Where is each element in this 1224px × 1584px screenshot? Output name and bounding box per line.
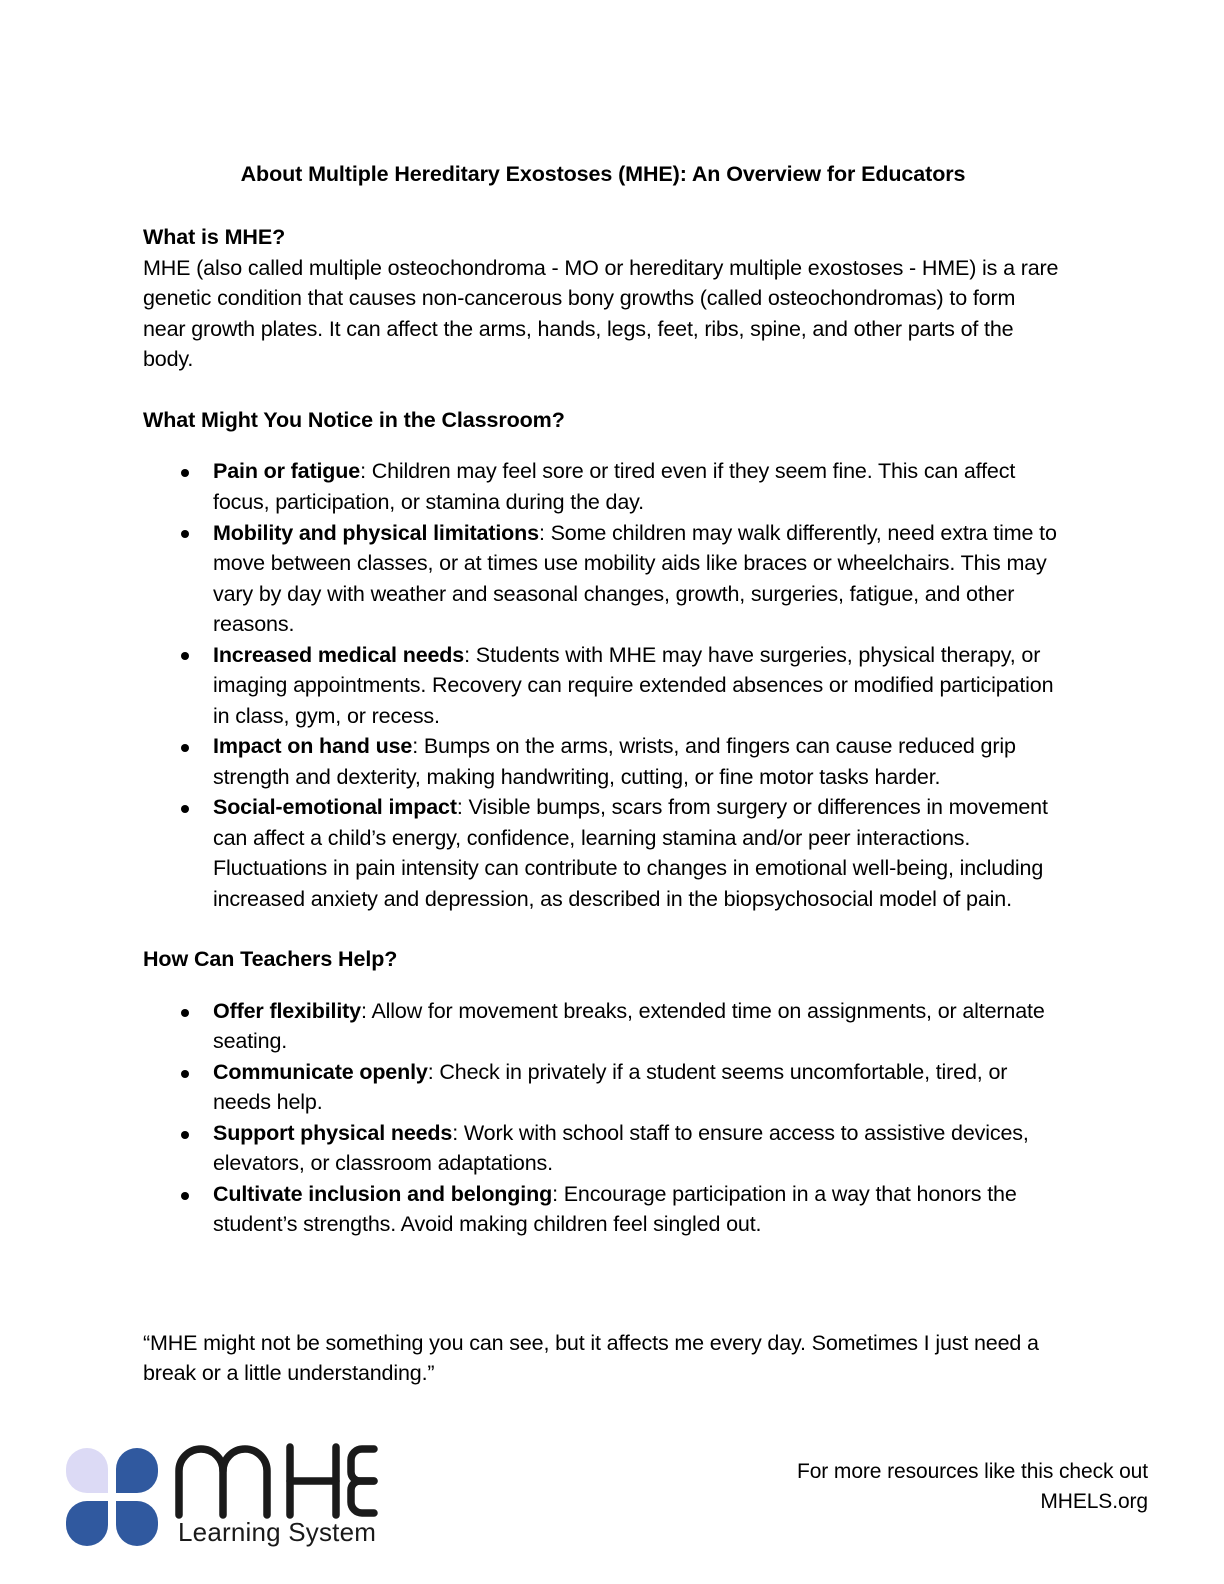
section-heading-classroom: What Might You Notice in the Classroom?: [143, 407, 565, 432]
pull-quote: “MHE might not be something you can see, but it affects me every day. Sometimes I just need a break or a little understanding.”: [143, 1330, 1039, 1386]
list-item: [143, 731, 1063, 792]
list-item-body: : Children may feel sore or tired even if they seem fine. This can affect focus, participation, or stamina during the day.: [213, 459, 1016, 514]
spacer: [143, 435, 1063, 456]
section-teachers-help: [143, 944, 1063, 1240]
spacer: [143, 914, 1063, 944]
list-item: [143, 1057, 1063, 1118]
list-item: [143, 996, 1063, 1057]
logo-petal-bottom-right: [116, 1501, 158, 1546]
logo-petal-top-right: [116, 1448, 158, 1493]
bullet-dot-icon: [181, 1131, 189, 1139]
page-footer: [0, 1425, 1224, 1555]
logo-subtitle: Learning System: [178, 1517, 377, 1547]
mhe-wordmark-e-icon: [178, 1441, 378, 1519]
list-item-lead: Impact on hand use: [213, 734, 413, 759]
mhe-wordmark-e-group: [178, 1441, 378, 1519]
list-item: [143, 518, 1063, 640]
list-item-lead: Offer flexibility: [213, 998, 361, 1023]
bullet-dot-icon: [181, 469, 189, 477]
spacer: [143, 1240, 1063, 1328]
list-item-body: : Students with MHE may have surgeries, physical therapy, or imaging appointments. Recovery can require extended absences or modified participation in class, gym, or recess.: [213, 642, 1054, 728]
list-item-body: : Visible bumps, scars from surgery or differences in movement can affect a child’s energy, confidence, learning stamina and/or peer interactions. Fluctuations in pain intensity can contribute to changes in emotional well-being, including increased anxiety and depression, as described in the biopsychosocial model of pain.: [213, 795, 1048, 911]
section-classroom: [143, 405, 1063, 914]
footer-resources-line1: For more resources like this check out: [797, 1460, 1148, 1483]
list-item-body: : Check in privately if a student seems uncomfortable, tired, or needs help.: [213, 1059, 1008, 1115]
list-item-body: : Allow for movement breaks, extended time on assignments, or alternate seating.: [213, 998, 1045, 1054]
mhe-logo: [66, 1435, 378, 1546]
bullet-dot-icon: [181, 744, 189, 752]
list-item-body: : Encourage participation in a way that honors the student’s strengths. Avoid making children feel singled out.: [213, 1181, 1017, 1237]
list-item-lead: Increased medical needs: [213, 642, 465, 667]
list-item-lead: Social-emotional impact: [213, 795, 457, 820]
bullet-dot-icon: [181, 1009, 189, 1017]
page-title: About Multiple Hereditary Exostoses (MHE): An Overview for Educators: [240, 162, 966, 186]
list-item: [143, 456, 1063, 517]
list-item-body: : Work with school staff to ensure access to assistive devices, elevators, or classroom adaptations.: [213, 1120, 1029, 1176]
document-content: [143, 160, 1063, 1389]
list-item: [143, 1179, 1063, 1240]
list-item-lead: Mobility and physical limitations: [213, 520, 539, 545]
bullet-dot-icon: [181, 530, 189, 538]
paragraph-what-is-mhe: MHE (also called multiple osteochondroma - MO or hereditary multiple exostoses - HME) is a rare genetic condition that causes non-cancerous bony growths (called osteochondromas) to form near growth plates. It can affect the arms, hands, legs, feet, ribs, spine, and other parts of the body.: [143, 255, 1059, 372]
bullet-dot-icon: [181, 1192, 189, 1200]
mhe-logo-mark-icon: [66, 1448, 158, 1546]
logo-petal-bottom-left: [66, 1501, 108, 1546]
logo-petal-top-left: [66, 1448, 108, 1493]
list-item-lead: Communicate openly: [213, 1059, 428, 1084]
footer-resources-line2: MHELS.org: [1040, 1490, 1148, 1514]
list-item: [143, 792, 1063, 914]
teachers-help-bullet-list: [143, 996, 1063, 1240]
list-item-body: : Bumps on the arms, wrists, and fingers can cause reduced grip strength and dexterity, making handwriting, cutting, or fine motor tasks harder.: [213, 734, 1016, 789]
bullet-dot-icon: [181, 652, 189, 660]
list-item-lead: Support physical needs: [213, 1120, 453, 1145]
spacer: [143, 375, 1063, 405]
footer-resources: [797, 1457, 1148, 1518]
section-heading-what-is-mhe: What is MHE?: [143, 225, 286, 250]
list-item: [143, 640, 1063, 732]
bullet-dot-icon: [181, 1070, 189, 1078]
list-item-body: : Some children may walk differently, need extra time to move between classes, or at times use mobility aids like braces or wheelchairs. This may vary by day with weather and seasonal changes, growth, surgeries, fatigue, and other reasons.: [213, 520, 1057, 637]
section-heading-teachers-help: How Can Teachers Help?: [143, 947, 398, 972]
section-what-is-mhe: [143, 222, 1063, 375]
list-item-lead: Pain or fatigue: [213, 459, 361, 484]
classroom-bullet-list: [143, 456, 1063, 914]
logo-subtitle-wrap: [174, 1517, 377, 1548]
list-item: [143, 1118, 1063, 1179]
bullet-dot-icon: [181, 805, 189, 813]
spacer: [143, 975, 1063, 996]
list-item-lead: Cultivate inclusion and belonging: [213, 1181, 553, 1206]
